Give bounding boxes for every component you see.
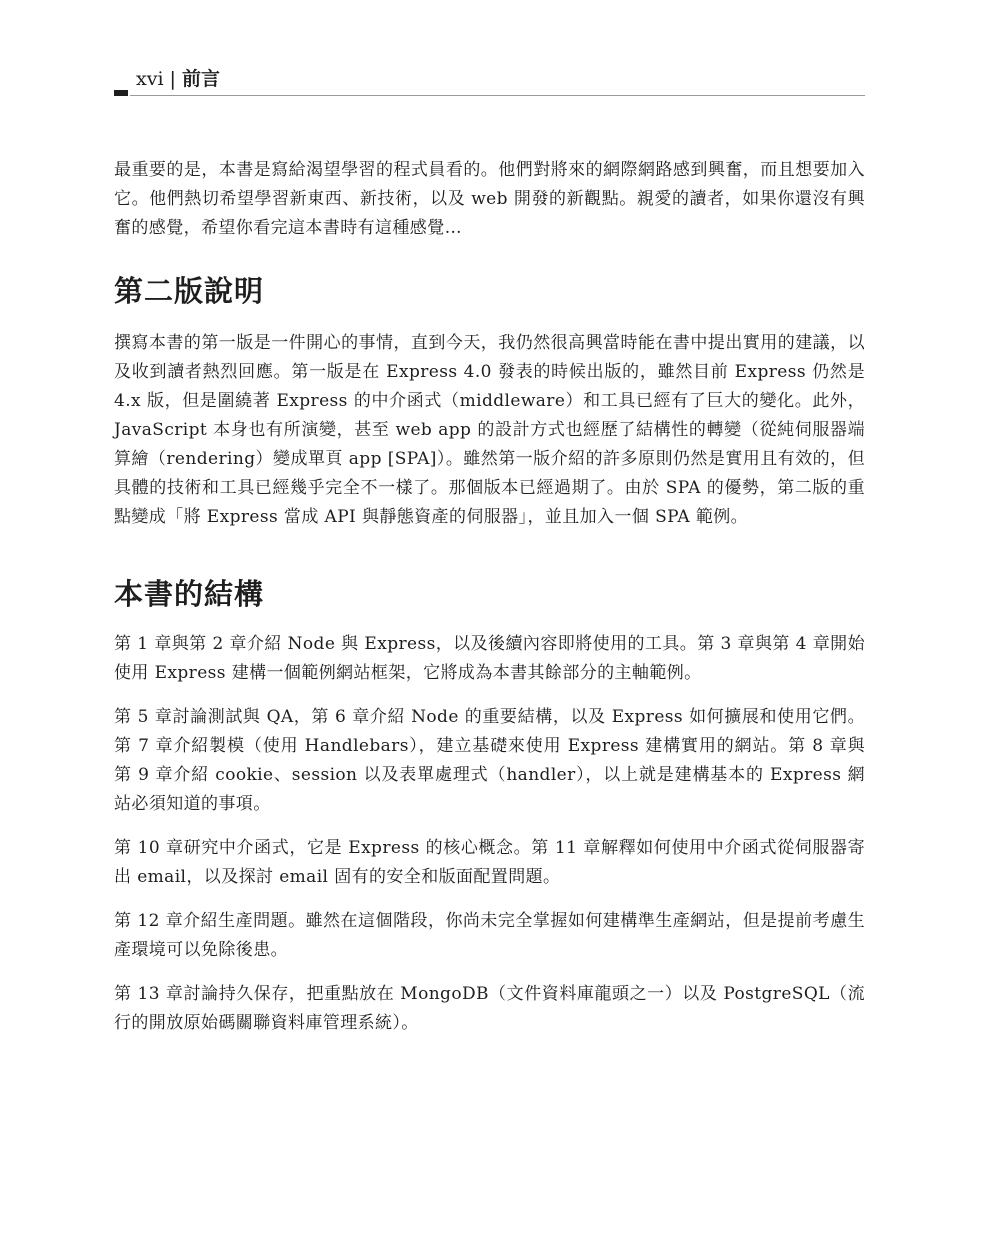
page-number: xvi xyxy=(136,68,164,90)
header-rule xyxy=(130,95,865,96)
book-structure-heading: 本書的結構 xyxy=(114,577,265,611)
header-separator: | xyxy=(169,68,176,90)
structure-paragraph: 第 1 章與第 2 章介紹 Node 與 Express，以及後續內容即將使用的工具。第 3 章與第 4 章開始使用 Express 建構一個範例網站框架，它將成為本書其餘部分的主軸範例。 xyxy=(114,634,865,683)
structure-paragraph: 第 10 章研究中介函式，它是 Express 的核心概念。第 11 章解釋如何使用中介函式從伺服器寄出 email，以及探討 email 固有的安全和版面配置問題。 xyxy=(114,838,865,887)
structure-paragraph: 第 13 章討論持久保存，把重點放在 MongoDB（文件資料庫龍頭之一）以及 PostgreSQL（流行的開放原始碼關聯資料庫管理系統）。 xyxy=(114,984,865,1033)
second-edition-heading: 第二版說明 xyxy=(114,274,265,308)
chapter-title: 前言 xyxy=(181,68,220,90)
structure-paragraph: 第 12 章介紹生產問題。雖然在這個階段，你尚未完全掌握如何建構準生產網站，但是提前考慮生產環境可以免除後患。 xyxy=(114,911,865,960)
header-marker xyxy=(114,90,128,96)
second-edition-paragraph: 撰寫本書的第一版是一件開心的事情，直到今天，我仍然很高興當時能在書中提出實用的建議，以及收到讀者熱烈回應。第一版是在 Express 4.0 發表的時候出版的，雖然目前 Express 仍然是 4.x 版，但是圍繞著 Express 的中介函式（middleware）和工具已經有了巨大的變化。此外，JavaScript 本身也有所演變，甚至 web app 的設計方式也經歷了結構性的轉變（從純伺服器端算繪（rendering）變成單頁 app [SPA]）。雖然第一版介紹的許多原則仍然是實用且有效的，但具體的技術和工具已經幾乎完全不一樣了。那個版本已經過期了。由於 SPA 的優勢，第二版的重點變成「將 Express 當成 API 與靜態資產的伺服器」，並且加入一個 SPA 範例。 xyxy=(114,333,865,527)
running-header xyxy=(114,64,865,98)
structure-paragraph: 第 5 章討論測試與 QA，第 6 章介紹 Node 的重要結構，以及 Express 如何擴展和使用它們。第 7 章介紹製模（使用 Handlebars），建立基礎來使用 Express 建構實用的網站。第 8 章與第 9 章介紹 cookie、session 以及表單處理式（handler），以上就是建構基本的 Express 網站必須知道的事項。 xyxy=(114,707,865,814)
page-body xyxy=(114,156,865,1053)
intro-paragraph: 最重要的是，本書是寫給渴望學習的程式員看的。他們對將來的網際網路感到興奮，而且想要加入它。他們熱切希望學習新東西、新技術，以及 web 開發的新觀點。親愛的讀者，如果你還沒有興奮的感覺，希望你看完這本書時有這種感覺… xyxy=(114,160,865,238)
header-text xyxy=(136,68,220,90)
